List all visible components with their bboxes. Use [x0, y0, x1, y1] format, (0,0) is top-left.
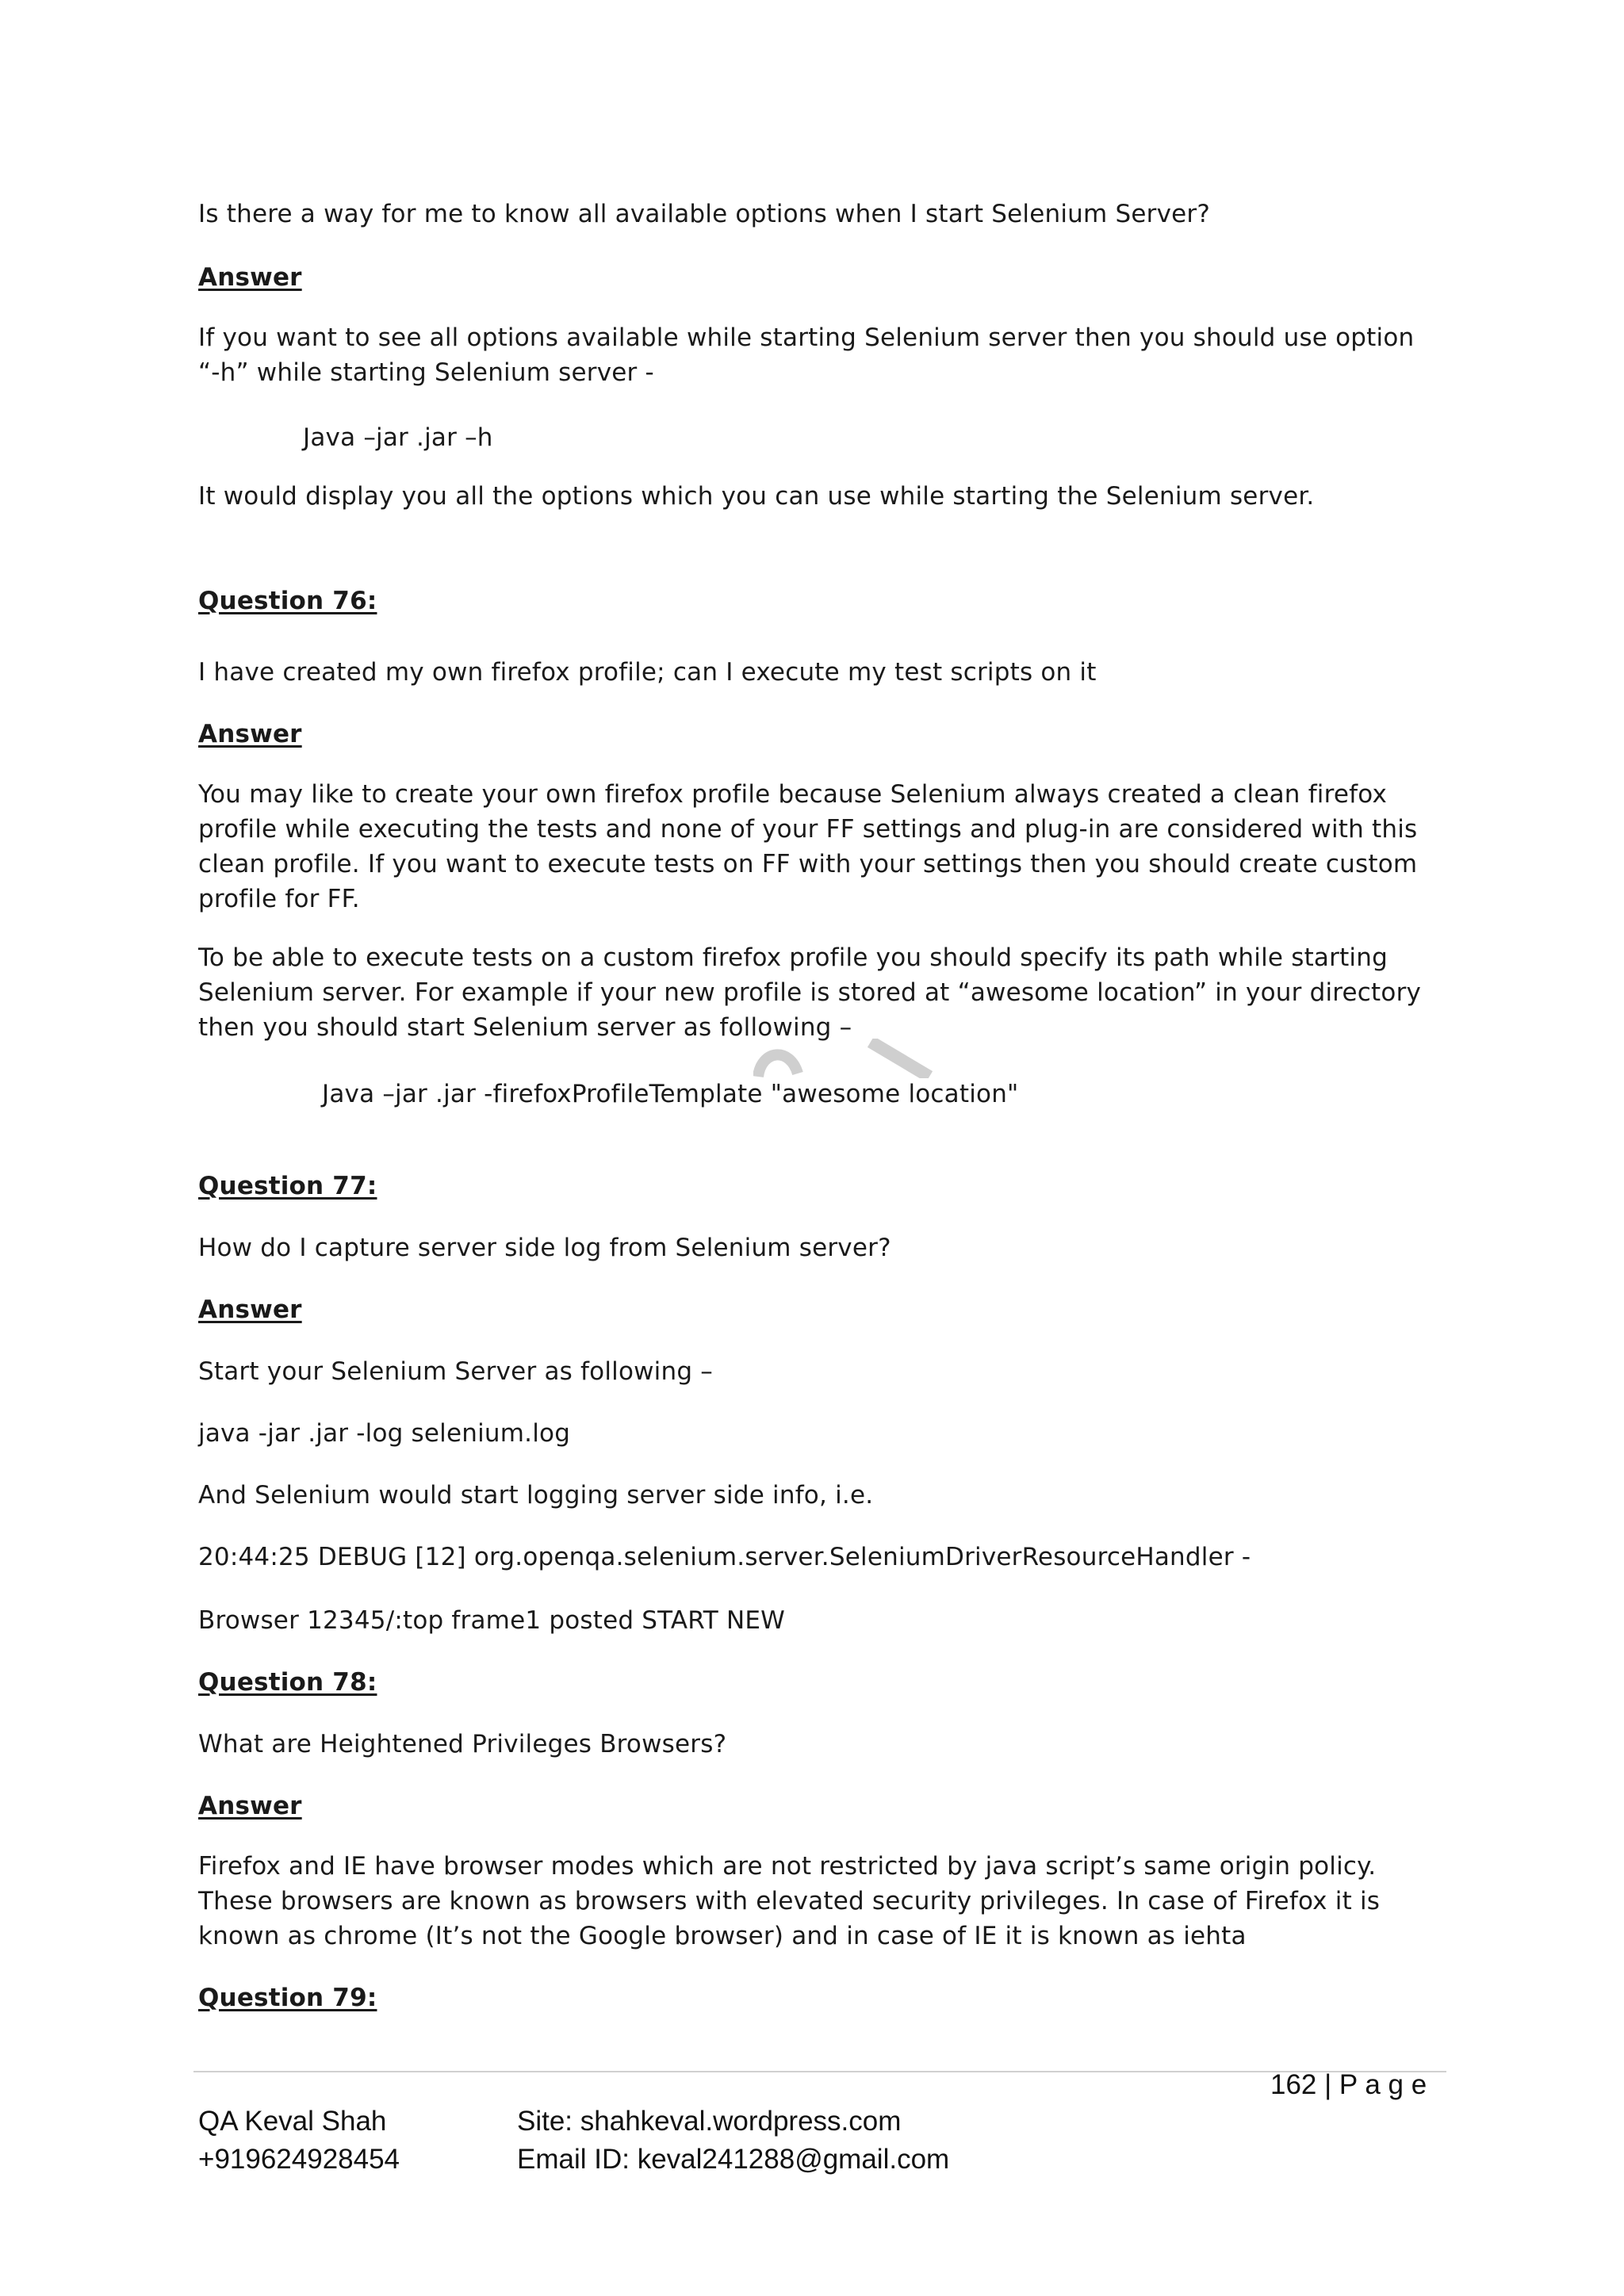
answer-paragraph: You may like to create your own firefox profile because Selenium always created a clean firefox profile while executing the tests and none of your FF settings and plug-in are considered with this clean profile. If you want to execute tests on FF with your settings then you should create custom profile for FF.	[198, 780, 1418, 913]
watermark-graphic	[753, 1039, 936, 1078]
answer-paragraph: To be able to execute tests on a custom firefox profile you should specify its path while starting Selenium server. For example if your new profile is stored at “awesome location” in your directory then you should start Selenium server as following –	[198, 943, 1422, 1042]
footer-author-name: QA Keval Shah	[198, 2106, 387, 2137]
question-78-text: What are Heightened Privileges Browsers?	[198, 1730, 727, 1758]
log-line: 20:44:25 DEBUG [12] org.openqa.selenium.server.SeleniumDriverResourceHandler -	[198, 1543, 1251, 1571]
answer-paragraph: If you want to see all options available while starting Selenium server then you should use option “-h” while starting Selenium server -	[198, 323, 1415, 387]
question-75-text: Is there a way for me to know all available options when I start Selenium Server?	[198, 200, 1210, 228]
answer-paragraph: And Selenium would start logging server side info, i.e.	[198, 1481, 874, 1510]
question-78-heading: Question 78:	[198, 1668, 377, 1697]
question-79-heading: Question 79:	[198, 1984, 377, 2012]
footer-site: Site: shahkeval.wordpress.com	[517, 2106, 902, 2137]
footer-divider	[193, 2071, 1446, 2072]
answer-paragraph: Start your Selenium Server as following –	[198, 1357, 713, 1386]
answer-paragraph: Firefox and IE have browser modes which are not restricted by java script’s same origin policy. These browsers are known as browsers with elevated security privileges. In case of Firefox it is known as chrome (It’s not the Google browser) and in case of IE it is known as iehta	[198, 1852, 1381, 1950]
answer-heading: Answer	[198, 263, 302, 292]
footer-phone: +919624928454	[198, 2144, 400, 2175]
question-77-heading: Question 77:	[198, 1172, 377, 1200]
answer-paragraph: It would display you all the options which you can use while starting the Selenium server.	[198, 482, 1315, 511]
answer-heading: Answer	[198, 1792, 302, 1820]
answer-heading: Answer	[198, 720, 302, 748]
question-77-text: How do I capture server side log from Selenium server?	[198, 1234, 891, 1262]
question-76-text: I have created my own firefox profile; can I execute my test scripts on it	[198, 658, 1097, 687]
answer-heading: Answer	[198, 1295, 302, 1324]
log-line: Browser 12345/:top frame1 posted START NEW	[198, 1606, 786, 1635]
code-line: java -jar .jar -log selenium.log	[198, 1419, 571, 1448]
code-line: Java –jar .jar -firefoxProfileTemplate "awesome location"	[322, 1080, 1019, 1108]
code-line: Java –jar .jar –h	[303, 423, 493, 452]
page-number: 162 | P a g e	[1270, 2069, 1427, 2100]
footer-email: Email ID: keval241288@gmail.com	[517, 2144, 950, 2175]
question-76-heading: Question 76:	[198, 587, 377, 615]
